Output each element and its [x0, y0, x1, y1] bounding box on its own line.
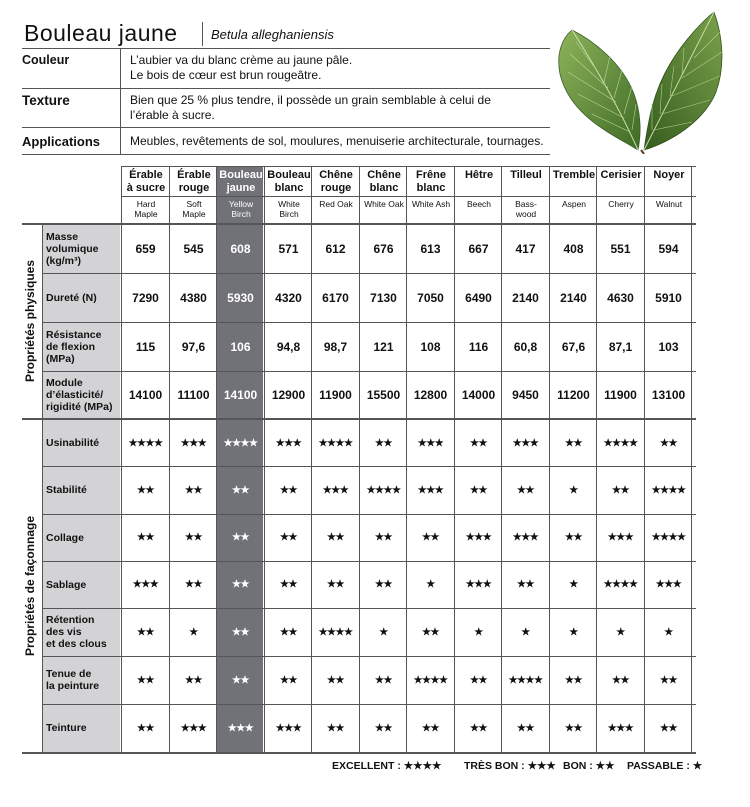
table-cell: ★★ — [565, 437, 582, 449]
table-cell: ★★ — [612, 484, 629, 496]
column-name-fr: Tilleul — [510, 169, 542, 181]
table-cell: 11100 — [177, 387, 210, 402]
table-cell: 13100 — [651, 387, 686, 402]
table-cell: ★ — [426, 579, 435, 590]
row-label: Dureté (N) — [46, 291, 97, 304]
table-cell: 11900 — [604, 387, 637, 402]
table-cell: 2140 — [512, 290, 539, 305]
table-cell: 116 — [468, 339, 489, 354]
table-cell: ★★ — [280, 484, 297, 496]
table-cell: 14100 — [223, 387, 258, 402]
table-cell: ★★ — [232, 484, 249, 496]
table-cell: 121 — [373, 339, 394, 354]
column-name-en: White Birch — [278, 199, 300, 219]
table-cell: ★★★ — [607, 722, 634, 734]
column-name-en: Bass- wood — [515, 199, 537, 219]
table-cell: 103 — [658, 339, 679, 354]
table-cell: ★★ — [375, 579, 392, 590]
column-header — [550, 168, 598, 209]
table-rule — [122, 196, 696, 197]
table-cell: 67,6 — [561, 339, 586, 354]
table-cell: 5930 — [227, 290, 254, 305]
table-cell: ★★★★ — [318, 626, 353, 638]
column-name-en: Walnut — [655, 199, 683, 209]
row-label: Tenue de la peinture — [46, 668, 100, 692]
table-cell: ★★★ — [180, 722, 207, 734]
table-cell: ★★★ — [322, 484, 349, 496]
table-cell: 7050 — [417, 290, 444, 305]
table-cell: ★ — [521, 626, 530, 638]
column-name-fr: Frêne blanc — [416, 169, 446, 194]
table-cell: ★★★★ — [651, 532, 686, 543]
table-cell: 12900 — [271, 387, 306, 402]
table-cell: 94,8 — [276, 339, 301, 354]
info-divider — [120, 89, 121, 127]
table-cell: ★★ — [327, 579, 344, 590]
row-label: Stabilité — [46, 484, 87, 496]
column-name-fr: Chêne rouge — [319, 169, 353, 194]
column-header — [265, 168, 313, 219]
table-cell: ★★ — [375, 532, 392, 543]
column-header — [360, 168, 408, 209]
table-cell: ★★★ — [465, 532, 492, 543]
group-label-rule — [42, 223, 43, 752]
table-cell: ★★ — [375, 722, 392, 734]
table-cell: ★★★★ — [318, 437, 353, 449]
table-cell: ★★ — [517, 579, 534, 590]
table-cell: 2140 — [560, 290, 587, 305]
table-cell: ★★★ — [465, 579, 492, 590]
table-cell: ★★★ — [512, 532, 539, 543]
table-rule — [22, 752, 696, 754]
table-cell: 60,8 — [513, 339, 538, 354]
table-cell: ★★ — [422, 626, 439, 638]
table-cell: 408 — [563, 241, 584, 256]
column-header — [502, 168, 550, 219]
column-name-fr: Hêtre — [464, 169, 494, 181]
row-label: Teinture — [46, 722, 87, 734]
column-header — [122, 168, 170, 219]
table-cell: 12800 — [413, 387, 448, 402]
legend-bon: BON : ★★ — [563, 760, 615, 772]
table-cell: ★ — [664, 626, 673, 638]
table-cell: ★★ — [470, 484, 487, 496]
info-row-couleur — [22, 49, 550, 89]
row-label: Rétention des vis et des clous — [46, 614, 107, 650]
table-cell: ★ — [189, 626, 198, 638]
table-cell: ★★ — [422, 532, 439, 543]
table-cell: 613 — [420, 241, 441, 256]
table-cell: 7130 — [370, 290, 397, 305]
table-cell: 11200 — [557, 387, 590, 402]
table-cell: ★★ — [137, 626, 154, 638]
table-cell: 417 — [515, 241, 536, 256]
table-cell: ★★ — [565, 532, 582, 543]
table-cell: ★★ — [327, 674, 344, 686]
table-cell: 6170 — [322, 290, 349, 305]
table-cell: ★★★★ — [651, 484, 686, 496]
column-name-fr: Noyer — [653, 169, 685, 181]
row-label: Résistance de flexion (MPa) — [46, 328, 102, 365]
column-name-en: Hard Maple — [134, 199, 158, 219]
table-cell: 14000 — [461, 387, 496, 402]
table-cell: ★★ — [232, 532, 249, 543]
table-cell: ★★ — [185, 532, 202, 543]
info-row-texture — [22, 89, 550, 128]
column-header — [455, 168, 503, 209]
latin-name: Betula alleghaniensis — [211, 27, 334, 42]
title-row — [22, 18, 550, 49]
table-cell: 5910 — [655, 290, 682, 305]
table-cell: ★★★★ — [223, 437, 258, 449]
column-name-fr: Cerisier — [600, 169, 642, 181]
table-cell: ★★ — [137, 722, 154, 734]
table-cell: 14100 — [128, 387, 163, 402]
table-cell: 608 — [230, 241, 251, 256]
column-name-fr: Érable à sucre — [126, 169, 166, 194]
table-cell: ★ — [569, 484, 578, 496]
table-cell: 15500 — [366, 387, 401, 402]
table-cell: ★★★★ — [366, 484, 401, 496]
table-cell: ★★ — [327, 722, 344, 734]
table-cell: ★★ — [565, 722, 582, 734]
legend-tres-bon: TRÈS BON : ★★★ — [464, 760, 556, 772]
table-cell: ★★ — [660, 722, 677, 734]
table-cell: ★★ — [470, 722, 487, 734]
row-label: Masse volumique (kg/m³) — [46, 230, 99, 267]
table-cell: 612 — [325, 241, 346, 256]
info-label: Couleur — [22, 53, 70, 67]
row-label: Usinabilité — [46, 437, 100, 449]
table-cell: ★ — [616, 626, 625, 638]
legend-passable: PASSABLE : ★ — [627, 760, 703, 772]
table-cell: ★★★★ — [603, 437, 638, 449]
table-cell: 667 — [468, 241, 489, 256]
column-header — [645, 168, 693, 209]
row-label: Module d’élasticité/ rigidité (MPa) — [46, 376, 113, 413]
table-cell: ★★★ — [275, 722, 302, 734]
column-name-fr: Érable rouge — [177, 169, 211, 194]
table-cell: ★★ — [137, 532, 154, 543]
table-cell: 676 — [373, 241, 394, 256]
table-cell: ★★★ — [275, 437, 302, 449]
table-cell: ★★ — [375, 674, 392, 686]
table-cell: ★★ — [280, 674, 297, 686]
legend-excellent: EXCELLENT : ★★★★ — [332, 760, 442, 772]
column-name-en: Beech — [466, 199, 492, 209]
info-label: Texture — [22, 93, 70, 108]
table-cell: ★★ — [517, 484, 534, 496]
table-cell: ★★★ — [132, 579, 159, 590]
table-cell: ★★ — [470, 437, 487, 449]
table-cell: ★ — [569, 626, 578, 638]
table-cell: 4380 — [180, 290, 207, 305]
info-row-applications — [22, 128, 550, 155]
column-name-en: White Oak — [364, 199, 404, 209]
column-header — [407, 168, 455, 209]
group-label: Propriétés de façonnage — [23, 515, 37, 657]
table-cell: ★★ — [185, 579, 202, 590]
table-cell: ★★ — [470, 674, 487, 686]
info-divider — [120, 49, 121, 88]
table-cell: 9450 — [512, 387, 539, 402]
table-cell: ★ — [474, 626, 483, 638]
table-cell: ★★ — [422, 722, 439, 734]
table-cell: ★★ — [185, 674, 202, 686]
table-cell: 545 — [183, 241, 204, 256]
table-cell: ★★★★ — [508, 674, 543, 686]
table-cell: 4630 — [607, 290, 634, 305]
column-name-en: Cherry — [608, 199, 634, 209]
group-label: Propriétés physiques — [23, 259, 37, 383]
table-cell: ★★★ — [607, 532, 634, 543]
table-cell: 551 — [610, 241, 631, 256]
birch-leaves-image — [552, 4, 732, 154]
table-cell: ★★★★ — [413, 674, 448, 686]
table-cell: ★ — [569, 579, 578, 590]
table-cell: ★★ — [232, 579, 249, 590]
table-cell: 571 — [278, 241, 299, 256]
column-name-en: Aspen — [561, 199, 587, 209]
table-cell: ★★ — [565, 674, 582, 686]
table-cell: ★★★ — [180, 437, 207, 449]
table-cell: 108 — [420, 339, 441, 354]
column-name-fr: Tremble — [552, 169, 596, 181]
column-header — [170, 168, 218, 219]
table-cell: ★★★★ — [128, 437, 163, 449]
row-label: Sablage — [46, 578, 87, 591]
column-name-en: Red Oak — [319, 199, 353, 209]
table-cell: ★★ — [185, 484, 202, 496]
info-text: Bien que 25 % plus tendre, il possède un grain semblable à celui de l’érable à sucre. — [130, 93, 491, 122]
column-name-en: Soft Maple — [182, 199, 206, 219]
table-cell: ★★ — [280, 532, 297, 543]
table-cell: 659 — [135, 241, 156, 256]
table-rule — [122, 166, 696, 167]
table-cell: ★★★ — [512, 437, 539, 449]
table-cell: ★★ — [375, 437, 392, 449]
table-cell: ★★ — [660, 674, 677, 686]
table-cell: ★★ — [137, 674, 154, 686]
column-header — [597, 168, 645, 209]
table-cell: 594 — [658, 241, 679, 256]
column-header — [217, 168, 265, 219]
table-cell: ★★ — [280, 579, 297, 590]
table-cell: ★★ — [137, 484, 154, 496]
column-name-fr: Chêne blanc — [367, 169, 401, 194]
row-label: Collage — [46, 531, 84, 544]
column-name-en: White Ash — [411, 199, 451, 209]
table-cell: ★★★ — [227, 722, 254, 734]
table-cell: ★★ — [327, 532, 344, 543]
page-title: Bouleau jaune — [24, 20, 178, 46]
table-cell: ★★★ — [417, 437, 444, 449]
column-name-en: Yellow Birch — [228, 199, 254, 219]
table-cell: ★★ — [280, 626, 297, 638]
table-cell: 97,6 — [181, 339, 206, 354]
table-cell: 87,1 — [608, 339, 633, 354]
table-cell: ★★ — [232, 626, 249, 638]
table-cell: ★★★ — [417, 484, 444, 496]
table-cell: 6490 — [465, 290, 492, 305]
column-name-fr: Bouleau jaune — [219, 169, 263, 194]
table-cell: ★★★ — [655, 579, 682, 590]
info-text: L’aubier va du blanc crème au jaune pâle. Le bois de cœur est brun rougeâtre. — [130, 53, 353, 82]
table-cell: ★★ — [517, 722, 534, 734]
table-cell: 106 — [230, 339, 251, 354]
column-name-fr: Bouleau blanc — [267, 169, 311, 194]
table-cell: ★★ — [612, 674, 629, 686]
table-cell: 11900 — [319, 387, 352, 402]
info-label: Applications — [22, 134, 101, 149]
table-cell: ★★★★ — [603, 579, 638, 590]
table-cell: ★★ — [232, 674, 249, 686]
table-cell: 115 — [135, 339, 156, 354]
info-text: Meubles, revêtements de sol, moulures, menuiserie architecturale, tournages. — [130, 134, 544, 148]
table-cell: 7290 — [132, 290, 159, 305]
table-cell: 4320 — [275, 290, 302, 305]
table-cell: ★ — [379, 626, 388, 638]
column-header — [312, 168, 360, 209]
info-divider — [120, 128, 121, 154]
table-cell: 98,7 — [323, 339, 348, 354]
table-cell: ★★ — [660, 437, 677, 449]
title-separator — [202, 22, 203, 46]
